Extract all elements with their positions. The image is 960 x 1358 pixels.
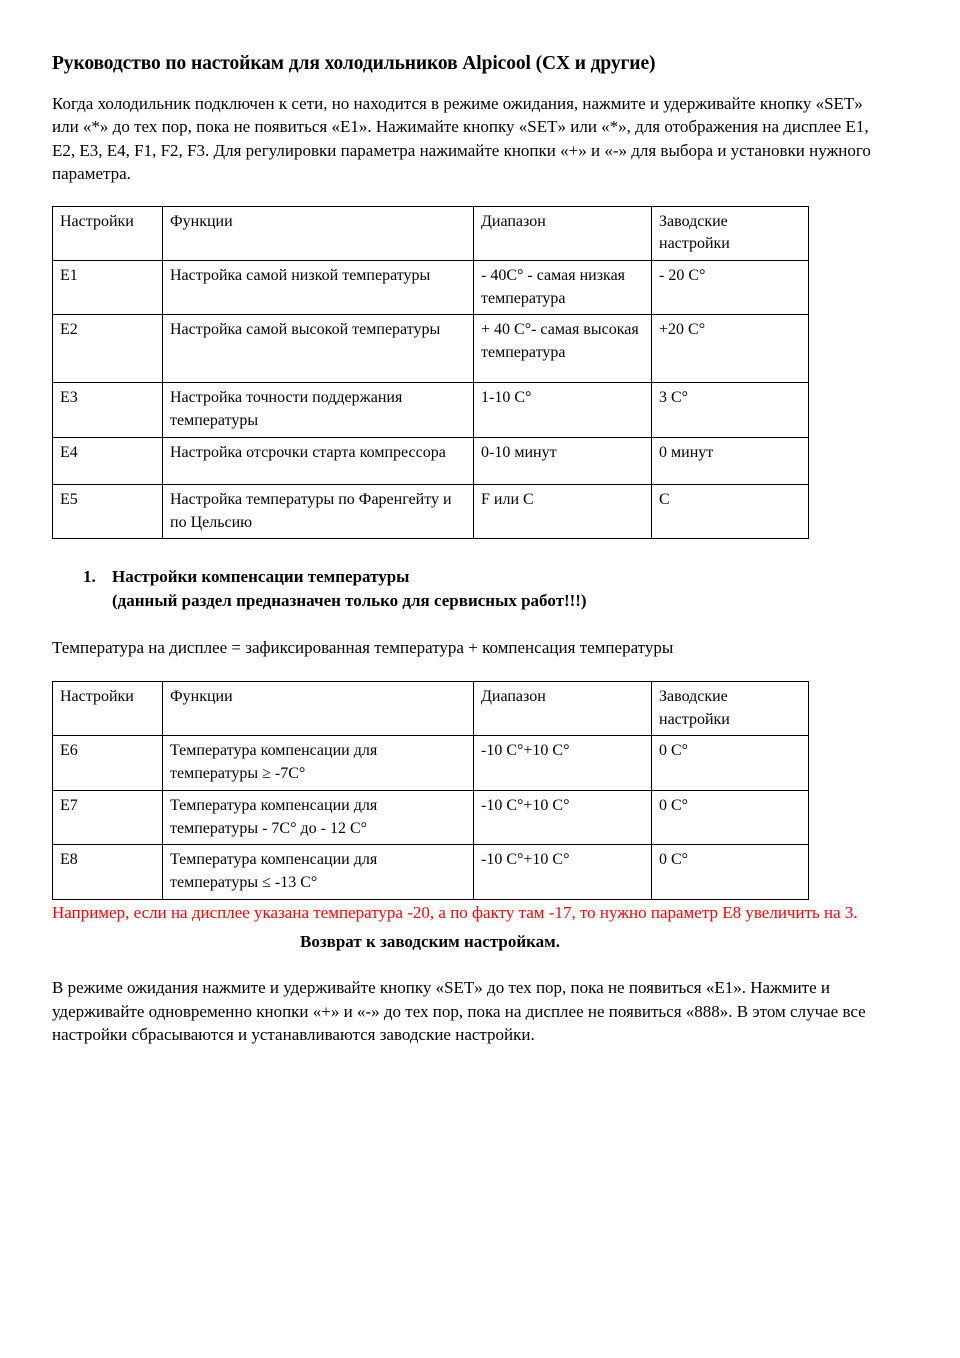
cell-function: Настройка самой низкой температуры	[163, 261, 474, 315]
table-header-row	[53, 682, 809, 736]
cell-factory: C	[652, 484, 809, 538]
cell-function: Температура компенсации для температуры ≥ -7C°	[163, 736, 474, 790]
section-compensation	[52, 565, 908, 613]
table-header-row	[53, 206, 809, 260]
table-row	[53, 736, 809, 790]
cell-function: Настройка отсрочки старта компрессора	[163, 437, 474, 484]
cell-range: F или C	[474, 484, 652, 538]
table-row	[53, 261, 809, 315]
cell-factory: 0 C°	[652, 736, 809, 790]
settings-table-primary	[52, 206, 809, 540]
table-header-cell-range: Диапазон	[474, 682, 652, 736]
cell-setting: E8	[53, 845, 163, 899]
intro-paragraph: Когда холодильник подключен к сети, но находится в режиме ожидания, нажмите и удерживайте кнопку «SET» или «*» до тех пор, пока не появиться «E1». Нажимайте кнопку «SET» или «*», для отображения на дисплее E1, E2, E3, E4, F1, F2, F3. Для регулировки параметра нажимайте кнопки «+» и «-» для выбора и установки нужного параметра.	[52, 93, 871, 184]
cell-factory: 3 C°	[652, 383, 809, 437]
cell-function: Настройка точности поддержания температуры	[163, 383, 474, 437]
table-row	[53, 790, 809, 844]
table-row	[53, 315, 809, 383]
table-row	[53, 845, 809, 899]
table-row	[53, 484, 809, 538]
table-header-cell-factory: Заводские настройки	[652, 682, 809, 736]
section-item	[52, 565, 908, 613]
cell-range: -10 C°+10 C°	[474, 790, 652, 844]
cell-factory: - 20 C°	[652, 261, 809, 315]
reset-instructions: В режиме ожидания нажмите и удерживайте кнопку «SET» до тех пор, пока не появиться «E1». Нажмите и удерживайте одновременно кнопки «+» и «-» до тех пор, пока на дисплее не появиться «888». В этом случае все настройки сбрасываются и устанавливаются заводские настройки.	[52, 978, 866, 1044]
cell-factory: 0 C°	[652, 790, 809, 844]
section-number: 1.	[83, 567, 96, 587]
table-row	[53, 383, 809, 437]
cell-range: -10 C°+10 C°	[474, 845, 652, 899]
example-note: Например, если на дисплее указана температура -20, а по факту там -17, то нужно параметр E8 увеличить на 3.	[52, 902, 858, 922]
cell-factory: 0 C°	[652, 845, 809, 899]
cell-setting: E1	[53, 261, 163, 315]
cell-function: Температура компенсации для температуры ≤ -13 C°	[163, 845, 474, 899]
cell-function: Настройка самой высокой температуры	[163, 315, 474, 383]
cell-range: - 40C° - самая низкая температура	[474, 261, 652, 315]
cell-range: + 40 C°- самая высокая температура	[474, 315, 652, 383]
formula-paragraph: Температура на дисплее = зафиксированная температура + компенсация температуры	[52, 637, 674, 657]
cell-setting: E7	[53, 790, 163, 844]
cell-factory: +20 C°	[652, 315, 809, 383]
cell-setting: E3	[53, 383, 163, 437]
table-header-cell-range: Диапазон	[474, 206, 652, 260]
table-header-cell-settings: Настройки	[53, 682, 163, 736]
table-header-cell-factory: Заводские настройки	[652, 206, 809, 260]
table-header-cell-settings: Настройки	[53, 206, 163, 260]
reset-heading: Возврат к заводским настройкам.	[300, 932, 560, 952]
cell-setting: E4	[53, 437, 163, 484]
cell-function: Температура компенсации для температуры - 7C° до - 12 C°	[163, 790, 474, 844]
cell-setting: E6	[53, 736, 163, 790]
table-header-cell-functions: Функции	[163, 682, 474, 736]
cell-function: Настройка температуры по Фаренгейту и по Цельсию	[163, 484, 474, 538]
cell-range: 0-10 минут	[474, 437, 652, 484]
page-title: Руководство по настойкам для холодильников Alpicool (CX и другие)	[52, 53, 656, 74]
table-header-cell-functions: Функции	[163, 206, 474, 260]
settings-table-compensation	[52, 681, 809, 900]
cell-setting: E2	[53, 315, 163, 383]
section-heading-line1: Настройки компенсации температуры	[112, 567, 410, 587]
cell-factory: 0 минут	[652, 437, 809, 484]
table-row	[53, 437, 809, 484]
section-heading-line2: (данный раздел предназначен только для сервисных работ!!!)	[112, 591, 587, 611]
cell-range: -10 C°+10 C°	[474, 736, 652, 790]
cell-range: 1-10 C°	[474, 383, 652, 437]
cell-setting: E5	[53, 484, 163, 538]
